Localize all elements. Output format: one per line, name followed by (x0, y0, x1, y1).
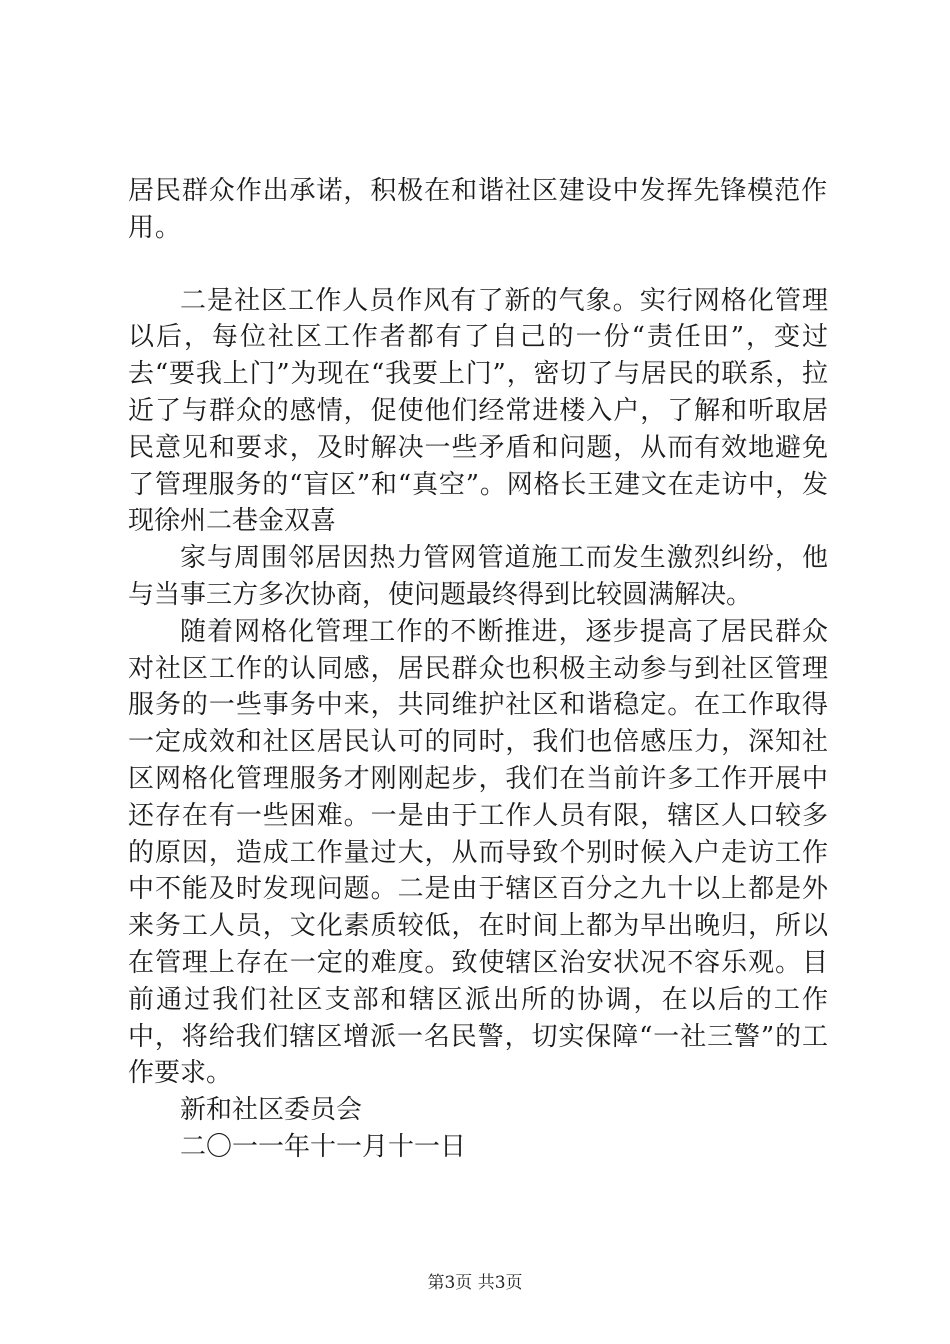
paragraph-difficulties: 随着网格化管理工作的不断推进，逐步提高了居民群众对社区工作的认同感，居民群众也积极主动参与到社区管理服务的一些事务中来，共同维护社区和谐稳定。在工作取得一定成效和社区居民认可的同时，我们也倍感压力，深知社区网格化管理服务才刚刚起步，我们在当前许多工作开展中还存在有一些困难。一是由于工作人员有限，辖区人口较多的原因，造成工作量过大，从而导致个别时候入户走访工作中不能及时发现问题。二是由于辖区百分之九十以上都是外来务工人员，文化素质较低，在时间上都为早出晚归，所以在管理上存在一定的难度。致使辖区治安状况不容乐观。目前通过我们社区支部和辖区派出所的协调，在以后的工作中，将给我们辖区增派一名民警，切实保障“一社三警”的工作要求。 (128, 616, 828, 1089)
document-body (128, 173, 828, 1166)
signature-date: 二〇一一年十一月十一日 (180, 1131, 467, 1162)
signature-organization: 新和社区委员会 (180, 1095, 363, 1126)
page-number-footer: 第3页 共3页 (427, 1273, 523, 1293)
paragraph-dispute-resolution: 家与周围邻居因热力管网管道施工而发生激烈纠纷，他与当事三方多次协商，使问题最终得到比较圆满解决。 (128, 543, 828, 610)
paragraph-work-style: 二是社区工作人员作风有了新的气象。实行网格化管理以后，每位社区工作者都有了自己的一份“责任田”，变过去“要我上门”为现在“我要上门”，密切了与居民的联系，拉近了与群众的感情，促使他们经常进楼入户，了解和听取居民意见和要求，及时解决一些矛盾和问题，从而有效地避免了管理服务的“盲区”和“真空”。网格长王建文在走访中，发现徐州二巷金双喜 (128, 285, 828, 537)
paragraph-continuation: 居民群众作出承诺，积极在和谐社区建设中发挥先锋模范作用。 (128, 176, 828, 243)
